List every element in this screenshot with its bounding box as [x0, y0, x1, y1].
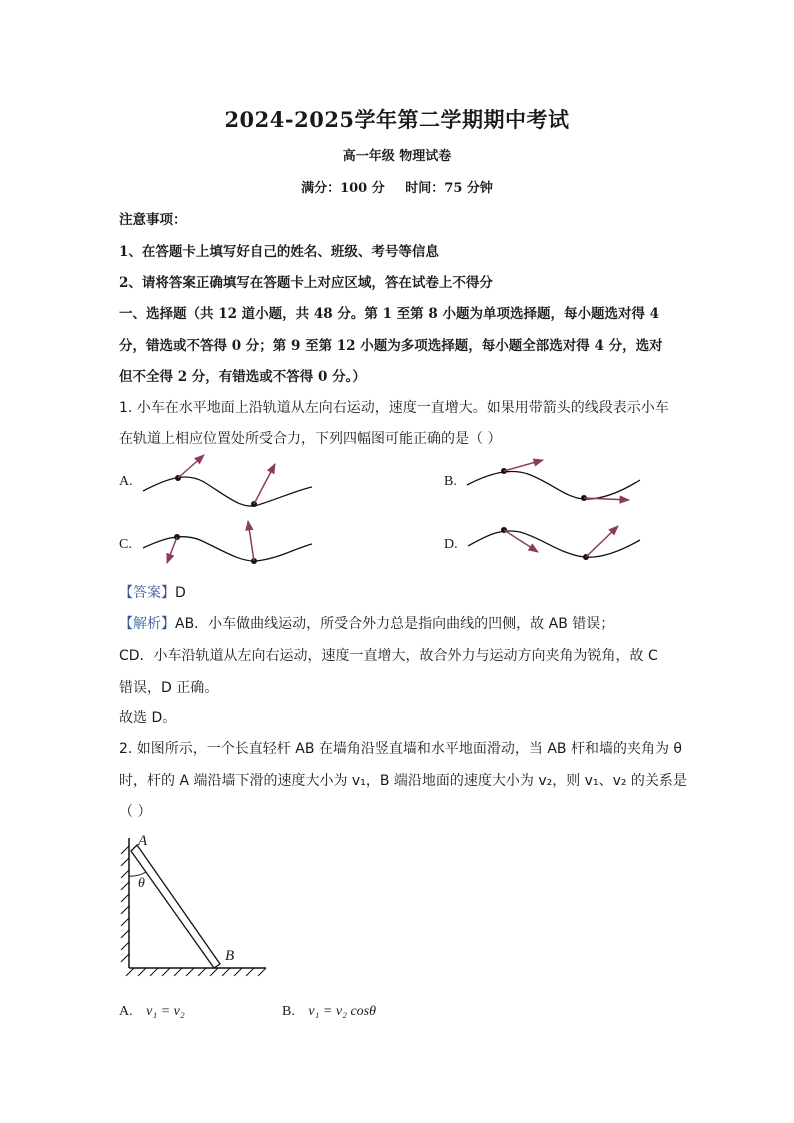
- rod-ab: [131, 845, 220, 968]
- q1-option-b-label: B.: [444, 474, 457, 489]
- q2-option-a: A. v₁ = v₂: [119, 1004, 185, 1019]
- exam-time: 时间：75 分钟: [405, 181, 493, 196]
- exam-title: 2024-2025学年第二学期期中考试: [224, 107, 570, 132]
- section-line: 一、选择题（共 12 道小题，共 48 分。第 1 至第 8 小题为单项选择题，每小题选对得 4: [119, 306, 660, 322]
- section-line: 但不全得 2 分，有错选或不答得 0 分。）: [119, 369, 366, 385]
- q2-stem-line: 时，杆的 A 端沿墙下滑的速度大小为 v₁，B 端沿地面的速度大小为 v₂，则 v₁、v₂ 的关系是: [119, 773, 687, 789]
- label-theta: θ: [138, 876, 145, 891]
- q1-analysis-line: 【解析】AB．小车做曲线运动，所受合外力总是指向曲线的凹侧，故 AB 错误；: [119, 616, 615, 632]
- label-b: B: [225, 948, 235, 964]
- analysis-tag: 【解析】: [119, 616, 175, 632]
- note-item: 2、请将答案正确填写在答题卡上对应区域，答在试卷上不得分: [119, 275, 493, 291]
- q1-option-a-label: A.: [119, 474, 133, 489]
- q2-option-b: B. v₁ = v₂ cosθ: [282, 1004, 376, 1019]
- q1-option-d-label: D.: [444, 537, 458, 552]
- q1-analysis-line: CD．小车沿轨道从左向右运动，速度一直增大，故合外力与运动方向夹角为锐角，故 C: [119, 648, 658, 664]
- ground-hatch: [126, 968, 266, 976]
- q1-stem-line: 在轨道上相应位置处所受合力，下列四幅图可能正确的是（ ）: [119, 431, 502, 447]
- q2-stem-line: （ ）: [119, 804, 152, 820]
- answer-tag: 【答案】: [119, 585, 175, 601]
- q1-stem-line: 1. 小车在水平地面上沿轨道从左向右运动，速度一直增大。如果用带箭头的线段表示小车: [119, 400, 669, 416]
- note-item: 1、在答题卡上填写好自己的姓名、班级、考号等信息: [119, 244, 439, 260]
- wall-hatch: [121, 846, 129, 962]
- label-a: A: [138, 833, 148, 849]
- full-score: 满分：100 分: [301, 181, 385, 196]
- q2-stem-line: 2. 如图所示，一个长直轻杆 AB 在墙角沿竖直墙和水平地面滑动，当 AB 杆和墙的夹角为 θ: [119, 741, 682, 757]
- answer-value: D: [175, 585, 186, 601]
- exam-subtitle: 高一年级 物理试卷: [342, 149, 452, 164]
- section-line: 分，错选或不答得 0 分；第 9 至第 12 小题为多项选择题，每小题全部选对得 4 分，选对: [119, 338, 663, 354]
- q1-analysis-line: 故选 D。: [119, 710, 177, 726]
- q1-option-c-label: C.: [119, 537, 132, 552]
- notes-heading: 注意事项：: [119, 212, 187, 228]
- q1-analysis-line: 错误，D 正确。: [119, 680, 219, 696]
